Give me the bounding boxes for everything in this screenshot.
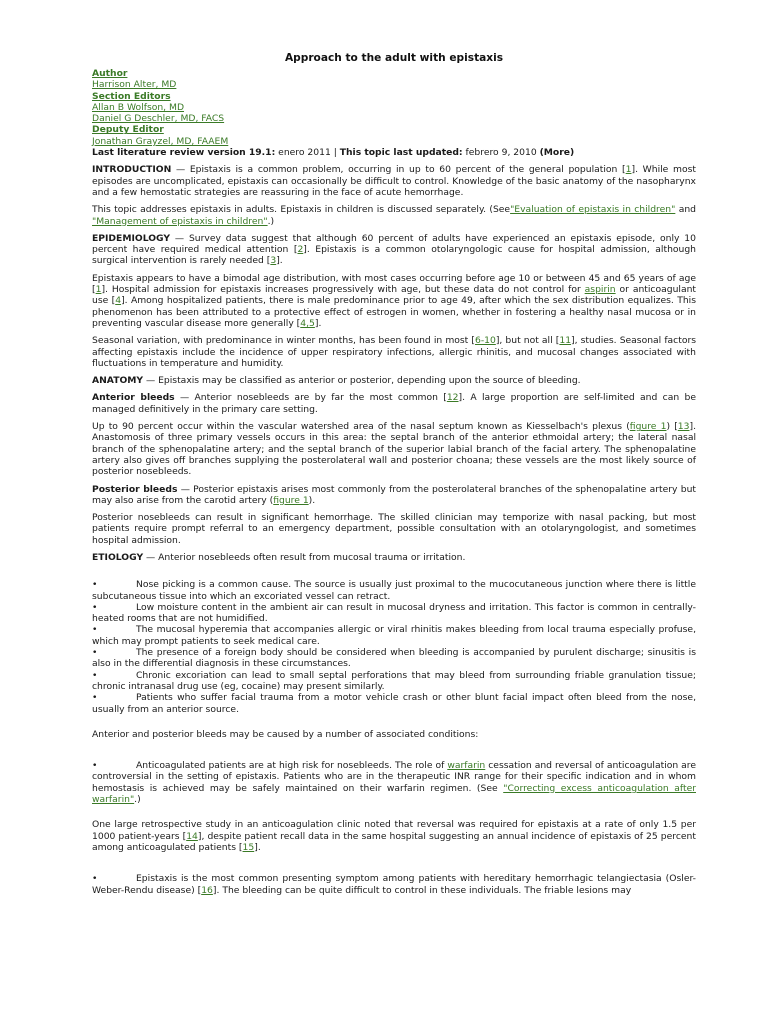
section-heading-introduction: INTRODUCTION [92, 164, 172, 176]
section-heading-anatomy: ANATOMY [92, 375, 144, 387]
reference-link[interactable]: 13 [677, 421, 690, 433]
text: — Survey data suggest that although 60 percent of adults have experienced an epistaxis episode, only 10 percent have required medical attention [ [92, 232, 696, 256]
list-item [92, 692, 696, 715]
document-page [92, 52, 696, 896]
bullet-icon: • [92, 692, 98, 704]
text: Epistaxis appears to have a bimodal age distribution, with most cases occurring before age 10 or between 45 and 65 years of age [ [92, 272, 696, 296]
text: ]. [314, 317, 322, 329]
section-editor-link-1[interactable]: Allan B Wolfson, MD [92, 101, 185, 113]
updated-value: febrero 9, 2010 [462, 147, 540, 159]
text: Anticoagulated patients are at high risk for nosebleeds. The role of [136, 760, 448, 772]
text: Seasonal variation, with predominance in winter months, has been found in most [ [92, 335, 475, 347]
page-title: Approach to the adult with epistaxis [284, 52, 504, 64]
scope-paragraph [92, 204, 696, 227]
review-label: Last literature review version 19.1: [92, 147, 276, 159]
deputy-editor-label: Deputy Editor [92, 124, 164, 136]
list-item [92, 670, 696, 693]
retrospective-study-paragraph [92, 819, 696, 853]
text: ) [ [666, 421, 678, 433]
reference-link[interactable]: 12 [446, 392, 459, 404]
text: — Epistaxis may be classified as anterior or posterior, depending upon the source of bleeding. [143, 375, 581, 387]
text: — Anterior nosebleeds often result from mucosal trauma or irritation. [143, 551, 466, 563]
text: .) [267, 215, 275, 227]
text: Epistaxis is the most common presenting symptom among patients with hereditary hemorrhagic telangiectasia (Osler-Weber-Rendu disease) [ [92, 873, 696, 896]
list-item-text: Chronic excoriation can lead to small septal perforations that may bleed from surrounding friable granulation tissue; chronic intranasal drug use (eg, cocaine) may present similarly. [92, 669, 696, 692]
etiology-bullet-list [92, 579, 696, 715]
subheading-anterior-bleeds: Anterior bleeds [92, 392, 175, 404]
anatomy-paragraph [92, 375, 696, 386]
review-line [92, 147, 696, 158]
bullet-icon: • [92, 873, 98, 885]
bimodal-paragraph [92, 273, 696, 329]
text: ]. While most episodes are uncomplicated, epistaxis can occasionally be difficult to control. Knowledge of the basic anatomy of the nasopharynx and a few hemostatic strategies are reassuring in the face of acute hemorrhage. [92, 164, 696, 198]
text: .) [134, 794, 141, 806]
kiesselbach-paragraph [92, 421, 696, 477]
text: This topic addresses epistaxis in adults. Epistaxis in children is discussed separately. (See [92, 204, 511, 216]
topic-link-management-children[interactable]: "Management of epistaxis in children" [92, 215, 268, 227]
reference-link[interactable]: 4 [115, 295, 122, 307]
text: ]. [254, 841, 261, 853]
text: — Anterior nosebleeds are by far the most common [ [174, 392, 447, 404]
author-label: Author [92, 68, 128, 79]
text: ]. The bleeding can be quite difficult to control in these individuals. The friable lesions may [212, 884, 632, 896]
bullet-icon: • [92, 647, 98, 659]
posterior-bleeds-paragraph [92, 484, 696, 507]
reference-link[interactable]: 2 [297, 244, 304, 256]
bullet-icon: • [92, 624, 98, 636]
updated-label: This topic last updated: [339, 147, 463, 159]
anterior-bleeds-paragraph [92, 392, 696, 415]
drug-link-warfarin[interactable]: warfarin [447, 760, 486, 772]
author-link[interactable]: Harrison Alter, MD [92, 79, 177, 91]
more-link[interactable]: (More) [539, 147, 575, 159]
list-item [92, 624, 696, 647]
text: ]. A large proportion are self-limited and can be managed definitively in the primary care setting. [92, 392, 696, 415]
text: ]. [276, 255, 283, 267]
text: ], studies. Seasonal factors affecting epistaxis include the incidence of upper respiratory infections, allergic rhinitis, and mucosal changes associated with fluctuations in temperature and humidity. [92, 335, 697, 369]
reference-link[interactable]: 14 [186, 830, 198, 842]
reference-link[interactable]: 3 [270, 255, 277, 267]
list-item-text: The presence of a foreign body should be considered when bleeding is accompanied by purulent discharge; sinusitis is also in the differential diagnosis in these circumstances. [92, 647, 696, 670]
text: ]. Hospital admission for epistaxis increases progressively with age, but these data do not control for [101, 284, 585, 296]
reference-link[interactable]: 1 [95, 284, 102, 296]
list-item [92, 647, 696, 670]
text: — Epistaxis is a common problem, occurring in up to 60 percent of the general population [ [171, 164, 626, 176]
drug-link-aspirin[interactable]: aspirin [584, 284, 616, 296]
subheading-posterior-bleeds: Posterior bleeds [92, 483, 178, 495]
topic-link-correcting-anticoagulation[interactable]: "Correcting excess anticoagulation after warfarin" [92, 782, 696, 806]
reference-link[interactable]: 16 [201, 884, 213, 896]
text: ], despite patient recall data in the same hospital suggesting an annual incidence of epistaxis of 25 percent among anticoagulated patients [ [92, 830, 696, 853]
epidemiology-paragraph [92, 233, 696, 267]
figure-link[interactable]: figure 1 [629, 421, 667, 433]
text: ]. Anastomosis of three primary vessels occurs in this area: the septal branch of the anterior ethmoidal artery; the lateral nasal branch of the sphenopalatine artery; and the septal branch of the superior labial branch of the facial artery. The sphenopalatine artery also gives off branches supplying the posterolateral wall and posterior choana; these vessels are the most likely source of posterior nosebleeds. [92, 421, 696, 478]
reference-link[interactable]: 11 [559, 335, 572, 347]
list-item-text: Patients who suffer facial trauma from a motor vehicle crash or other blunt facial impact often bleed from the nose, usually from an anterior source. [92, 692, 696, 715]
text: and [675, 204, 696, 216]
list-item [92, 602, 696, 625]
text: Up to 90 percent occur within the vascular watershed area of the nasal septum known as Kiesselbach's plexus ( [92, 421, 630, 433]
section-heading-etiology: ETIOLOGY [92, 551, 144, 563]
list-item [92, 579, 696, 602]
list-item-text: Nose picking is a common cause. The source is usually just proximal to the mucocutaneous junction where there is little subcutaneous tissue into which an excoriated vessel can retract. [92, 579, 696, 602]
review-value: enero 2011 | [275, 147, 340, 159]
section-editors-label: Section Editors [92, 90, 171, 102]
deputy-editor-link[interactable]: Jonathan Grayzel, MD, FAAEM [92, 135, 229, 147]
section-editor-link-2[interactable]: Daniel G Deschler, MD, FACS [92, 113, 225, 125]
bullet-icon: • [92, 669, 98, 681]
text: ]. Epistaxis is a common otolaryngologic cause for hospital admission, although surgical intervention is rarely needed [ [92, 244, 697, 267]
list-item-text: Low moisture content in the ambient air can result in mucosal dryness and irritation. This factor is common in centrally-heated rooms that are not humidified. [92, 601, 696, 625]
text: cessation and reversal of anticoagulation are controversial in the setting of epistaxis. Patients who are in the therapeutic INR range for their specific indication and in whom hemostasis is achieved may be safely maintained on their warfarin regimen. (See [92, 760, 697, 794]
topic-link-evaluation-children[interactable]: "Evaluation of epistaxis in children" [510, 204, 676, 216]
text: One large retrospective study in an anticoagulation clinic noted that reversal was required for epistaxis at a rate of only 1.5 per 1000 patient-years [ [92, 819, 696, 842]
text: — Posterior epistaxis arises most commonly from the posterolateral branches of the sphenopalatine artery but may also arise from the carotid artery ( [92, 483, 696, 506]
reference-link[interactable]: 15 [242, 841, 255, 853]
byline [92, 68, 696, 158]
bullet-icon: • [92, 601, 98, 613]
posterior-hemorrhage-paragraph: Posterior nosebleeds can result in significant hemorrhage. The skilled clinician may temporize with nasal packing, but most patients require prompt referral to an emergency department, possible consultation with an otolaryngologist, and sometimes hospital admission. [92, 512, 696, 546]
list-item-anticoagulation [92, 760, 696, 805]
seasonal-paragraph [92, 335, 696, 369]
section-heading-epidemiology: EPIDEMIOLOGY [92, 232, 171, 244]
reference-link[interactable]: 4,5 [300, 317, 315, 329]
text: ], but not all [ [495, 335, 560, 347]
text: ]. Among hospitalized patients, there is male predominance prior to age 49, after which the sex distribution equalizes. This phenomenon has been attributed to a protective effect of estrogen in women, whether in fostering a healthy nasal mucosa or in preventing vascular disease more generally [ [92, 295, 696, 329]
list-item-text: The mucosal hyperemia that accompanies allergic or viral rhinitis makes bleeding from local trauma especially profuse, which may prompt patients to seek medical care. [92, 624, 696, 647]
bullet-icon: • [92, 760, 98, 772]
list-item-hht [92, 873, 696, 896]
figure-link[interactable]: figure 1 [273, 494, 309, 506]
reference-link[interactable]: 1 [625, 164, 632, 176]
introduction-paragraph [92, 164, 696, 198]
text: or anticoagulant use [ [92, 284, 696, 307]
etiology-paragraph [92, 552, 696, 563]
associated-conditions-paragraph: Anterior and posterior bleeds may be caused by a number of associated conditions: [92, 728, 479, 740]
text: ). [308, 494, 316, 506]
bullet-icon: • [92, 579, 98, 591]
reference-link[interactable]: 6-10 [474, 335, 496, 347]
